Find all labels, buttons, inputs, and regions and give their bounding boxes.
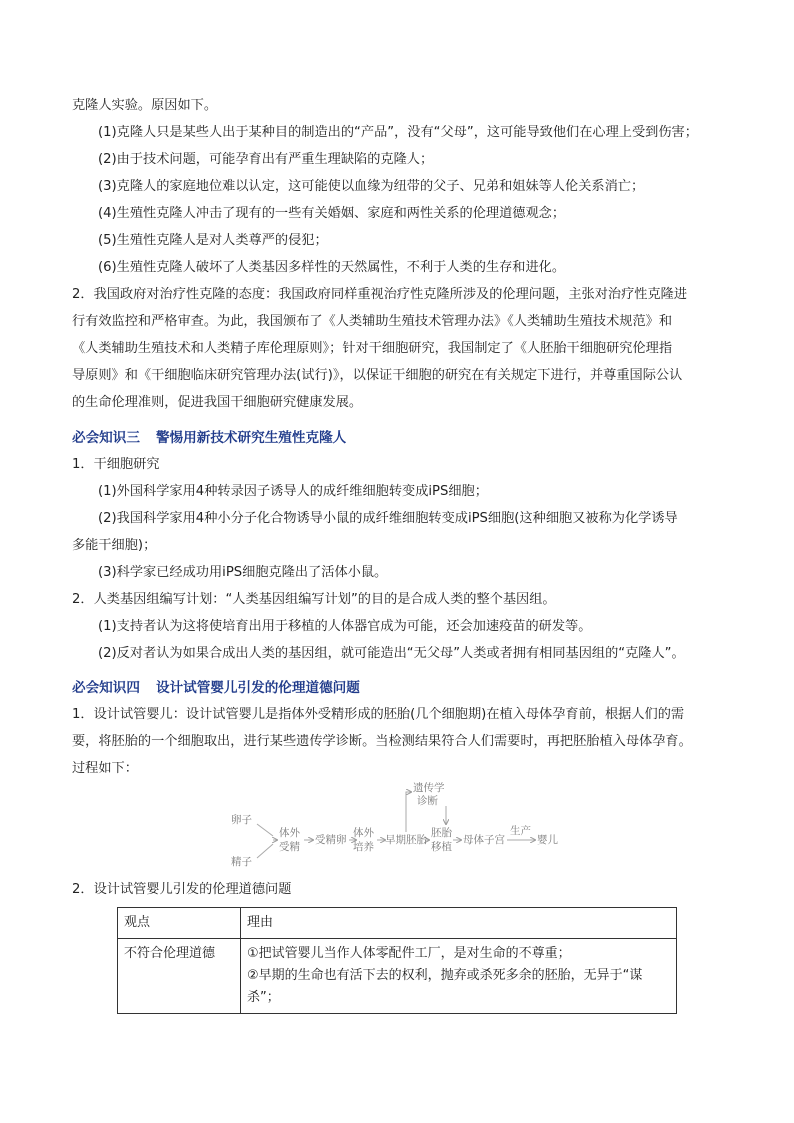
text-line: (1)外国科学家用4种转录因子诱导人的成纤维细胞转变成iPS细胞； (98, 484, 488, 499)
table-header-cell: 观点 (118, 908, 241, 939)
text-line: (2)反对者认为如果合成出人类的基因组，就可能造出“无父母”人类或者拥有相同基因组的“克隆人”。 (98, 646, 685, 661)
text-line: 要，将胚胎的一个细胞取出，进行某些遗传学诊断。当检测结果符合人们需要时，再把胚胎植入母体孕育。 (72, 734, 692, 749)
table-cell-reasons (241, 939, 677, 1014)
birth-label: 生产 (510, 825, 531, 837)
culture-label-1: 体外 (353, 827, 374, 839)
text-line: (1)克隆人只是某些人出于某种目的制造出的“产品”，没有“父母”，这可能导致他们在心理上受到伤害； (98, 125, 698, 140)
text-line: 1．干细胞研究 (72, 457, 160, 472)
section-label: 必会知识四 (72, 680, 140, 696)
section-title: 警惕用新技术研究生殖性克隆人 (155, 430, 347, 446)
reason-line: 杀”； (247, 990, 280, 1005)
diagnosis-label-1: 遗传学 (413, 782, 445, 794)
text-line: (1)支持者认为这将使培育出用于移植的人体器官成为可能，还会加速疫苗的研发等。 (98, 619, 592, 634)
text-line: (6)生殖性克隆人破坏了人类基因多样性的天然属性，不利于人类的生存和进化。 (98, 260, 566, 275)
uterus-label: 母体子宫 (463, 834, 505, 846)
text-line: (5)生殖性克隆人是对人类尊严的侵犯； (98, 233, 328, 248)
egg-label: 卵子 (231, 814, 252, 826)
reason-line: ①把试管婴儿当作人体零配件工厂，是对生命的不尊重； (247, 946, 571, 961)
text-line: (3)科学家已经成功用iPS细胞克隆出了活体小鼠。 (98, 565, 388, 580)
text-line: 《人类辅助生殖技术和人类精子库伦理原则》；针对干细胞研究，我国制定了《人胚胎干细胞研究伦理指 (72, 341, 673, 356)
culture-label-2: 培养 (353, 841, 374, 853)
table-header-cell: 理由 (241, 908, 677, 939)
baby-label: 婴儿 (537, 834, 558, 846)
table-cell-view: 不符合伦理道德 (118, 939, 241, 1014)
diagnosis-label-2: 诊断 (417, 795, 438, 807)
text-line: (2)我国科学家用4种小分子化合物诱导小鼠的成纤维细胞转变成iPS细胞(这种细胞又被称为化学诱导 (98, 511, 678, 526)
text-line: 2．设计试管婴儿引发的伦理道德问题 (72, 882, 292, 897)
section-title: 设计试管婴儿引发的伦理道德问题 (155, 680, 360, 696)
section-heading-4 (72, 679, 360, 697)
text-line: 1．设计试管婴儿：设计试管婴儿是指体外受精形成的胚胎(几个细胞期)在植入母体孕育前，根据人们的需 (72, 707, 685, 722)
text-line: 的生命伦理准则，促进我国干细胞研究健康发展。 (72, 395, 363, 410)
fertilized-egg-label: 受精卵 (315, 834, 347, 846)
table-row (118, 939, 677, 1014)
ethics-table (117, 907, 677, 1014)
text-line: 导原则》和《干细胞临床研究管理办法(试行)》，以保证干细胞的研究在有关规定下进行，并尊重国际公认 (72, 368, 683, 383)
text-line: 2．我国政府对治疗性克隆的态度：我国政府同样重视治疗性克隆所涉及的伦理问题，主张对治疗性克隆进 (72, 287, 688, 302)
ivf-label-2: 受精 (279, 841, 300, 853)
ivf-process-diagram (225, 780, 585, 875)
section-label: 必会知识三 (72, 430, 140, 446)
text-line: (2)由于技术问题，可能孕育出有严重生理缺陷的克隆人； (98, 152, 434, 167)
reason-line: ②早期的生命也有活下去的权利，抛弃或杀死多余的胚胎，无异于“谋 (247, 968, 643, 983)
ivf-label-1: 体外 (279, 827, 300, 839)
text-line: 多能干细胞)； (72, 538, 157, 553)
text-line: 过程如下： (72, 761, 138, 776)
table-header-row (118, 908, 677, 939)
early-embryo-label: 早期胚胎 (385, 834, 427, 846)
transfer-label-1: 胚胎 (431, 827, 452, 839)
text-line: (4)生殖性克隆人冲击了现有的一些有关婚姻、家庭和两性关系的伦理道德观念； (98, 206, 566, 221)
text-line: (3)克隆人的家庭地位难以认定，这可能使以血缘为纽带的父子、兄弟和姐妹等人伦关系消亡； (98, 179, 645, 194)
text-line: 克隆人实验。原因如下。 (72, 98, 218, 113)
sperm-label: 精子 (231, 856, 252, 868)
text-line: 2．人类基因组编写计划：“人类基因组编写计划”的目的是合成人类的整个基因组。 (72, 592, 556, 607)
text-line: 行有效监控和严格审查。为此，我国颁布了《人类辅助生殖技术管理办法》《人类辅助生殖技术规范》和 (72, 314, 673, 329)
transfer-label-2: 移植 (431, 841, 452, 853)
section-heading-3 (72, 429, 346, 447)
